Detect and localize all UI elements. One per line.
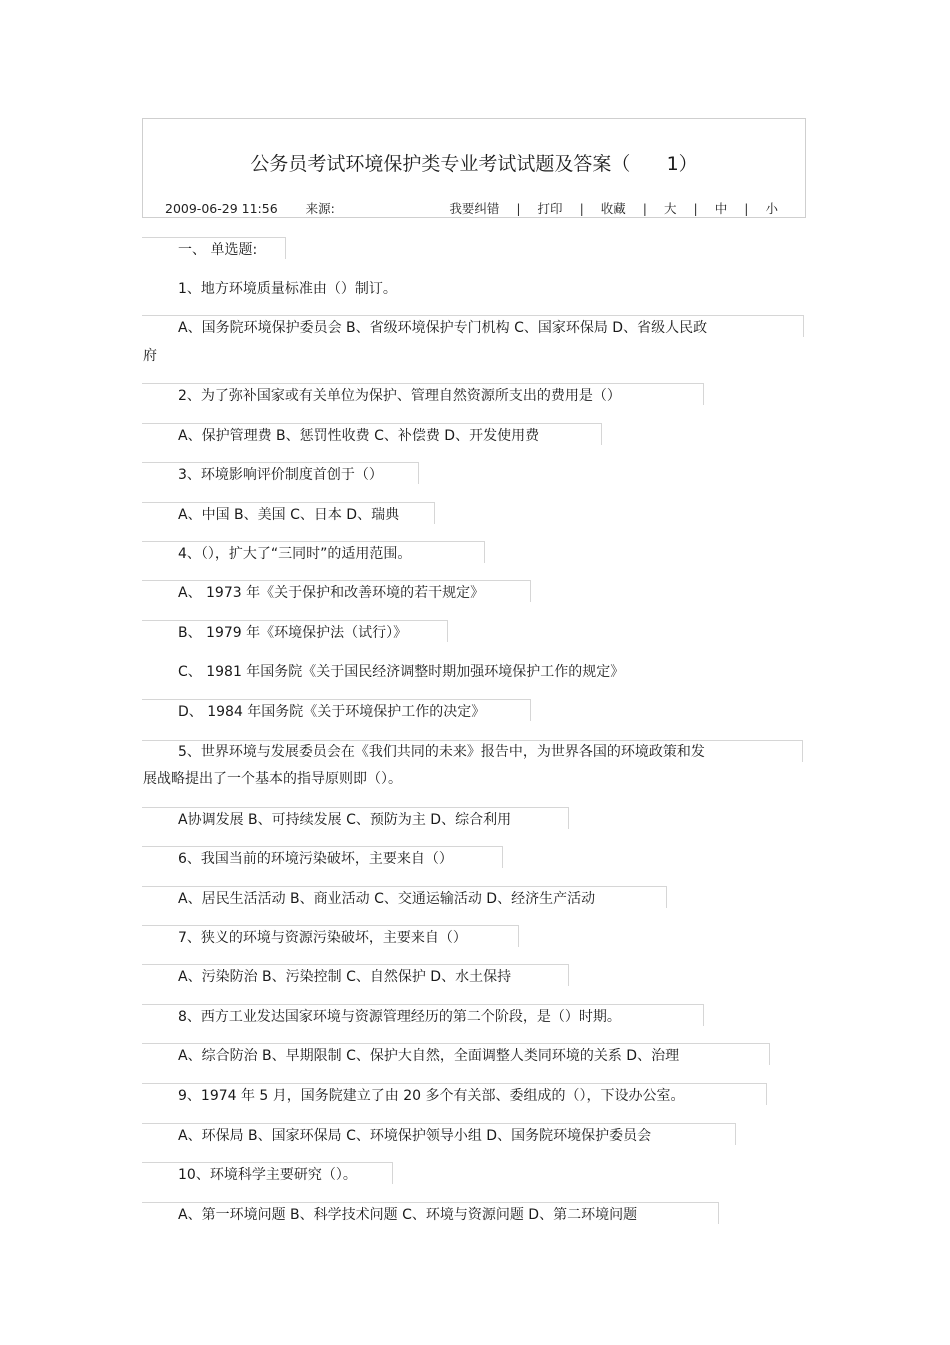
action-links (440, 199, 787, 217)
question-10-options: A、第一环境问题 B、科学技术问题 C、环境与资源问题 D、第二环境问题 (178, 1207, 638, 1223)
question-10: 10、环境科学主要研究（）。 (178, 1167, 357, 1183)
print-link[interactable]: 打印 (537, 201, 563, 216)
question-3-options: A、中国 B、美国 C、日本 D、瑞典 (178, 507, 400, 523)
question-5-options: A协调发展 B、可持续发展 C、预防为主 D、综合利用 (178, 812, 512, 828)
question-7-options: A、污染防治 B、污染控制 C、自然保护 D、水土保持 (178, 969, 512, 985)
question-6: 6、我国当前的环境污染破坏，主要来自（） (178, 851, 453, 867)
font-large-link[interactable]: 大 (664, 201, 677, 216)
question-1-options: A、国务院环境保护委员会 B、省级环境保护专门机构 C、国家环保局 D、省级人民政 (178, 320, 708, 336)
question-4: 4、（），扩大了“三同时”的适用范围。 (178, 546, 412, 562)
question-2-options: A、保护管理费 B、惩罚性收费 C、补偿费 D、开发使用费 (178, 428, 540, 444)
question-9-options: A、环保局 B、国家环保局 C、环境保护领导小组 D、国务院环境保护委员会 (178, 1128, 652, 1144)
page-title: 公务员考试环境保护类专业考试试题及答案（ 1） (250, 153, 698, 175)
separator: | (693, 200, 698, 216)
separator: | (579, 200, 584, 216)
question-4-option-c: C、 1981 年国务院《关于国民经济调整时期加强环境保护工作的规定》 (178, 664, 625, 680)
section-heading: 一、 单选题: (178, 242, 258, 258)
question-4-option-d: D、 1984 年国务院《关于环境保护工作的决定》 (178, 704, 486, 720)
question-8: 8、西方工业发达国家环境与资源管理经历的第二个阶段，是（）时期。 (178, 1009, 621, 1025)
source-label: 来源: (305, 201, 335, 216)
question-8-options: A、综合防治 B、早期限制 C、保护大自然，全面调整人类同环境的关系 D、治理 (178, 1048, 680, 1064)
separator: | (516, 200, 521, 216)
question-4-option-b: B、 1979 年《环境保护法（试行）》 (178, 625, 408, 641)
question-5: 5、世界环境与发展委员会在《我们共同的未来》报告中，为世界各国的环境政策和发 (178, 744, 705, 760)
question-4-option-a: A、 1973 年《关于保护和改善环境的若干规定》 (178, 585, 485, 601)
font-small-link[interactable]: 小 (765, 201, 778, 216)
question-6-options: A、居民生活活动 B、商业活动 C、交通运输活动 D、经济生产活动 (178, 891, 596, 907)
question-9: 9、1974 年 5 月，国务院建立了由 20 多个有关部、委组成的（），下设办公室。 (178, 1088, 685, 1104)
font-medium-link[interactable]: 中 (714, 201, 728, 216)
publish-date: 2009-06-29 11:56 (165, 200, 278, 216)
question-7: 7、狭义的环境与资源污染破坏，主要来自（） (178, 930, 467, 946)
report-error-link[interactable]: 我要纠错 (449, 201, 500, 216)
question-3: 3、环境影响评价制度首创于（） (178, 467, 383, 483)
question-1-options-cont: 府 (143, 348, 157, 364)
question-1: 1、地方环境质量标准由（）制订。 (178, 281, 397, 297)
article-header (142, 118, 806, 218)
meta-row (165, 199, 787, 217)
question-2: 2、为了弥补国家或有关单位为保护、管理自然资源所支出的费用是（） (178, 388, 621, 404)
question-5-cont: 展战略提出了一个基本的指导原则即（）。 (143, 771, 402, 787)
bookmark-link[interactable]: 收藏 (600, 201, 626, 216)
separator: | (744, 200, 749, 216)
separator: | (642, 200, 648, 216)
